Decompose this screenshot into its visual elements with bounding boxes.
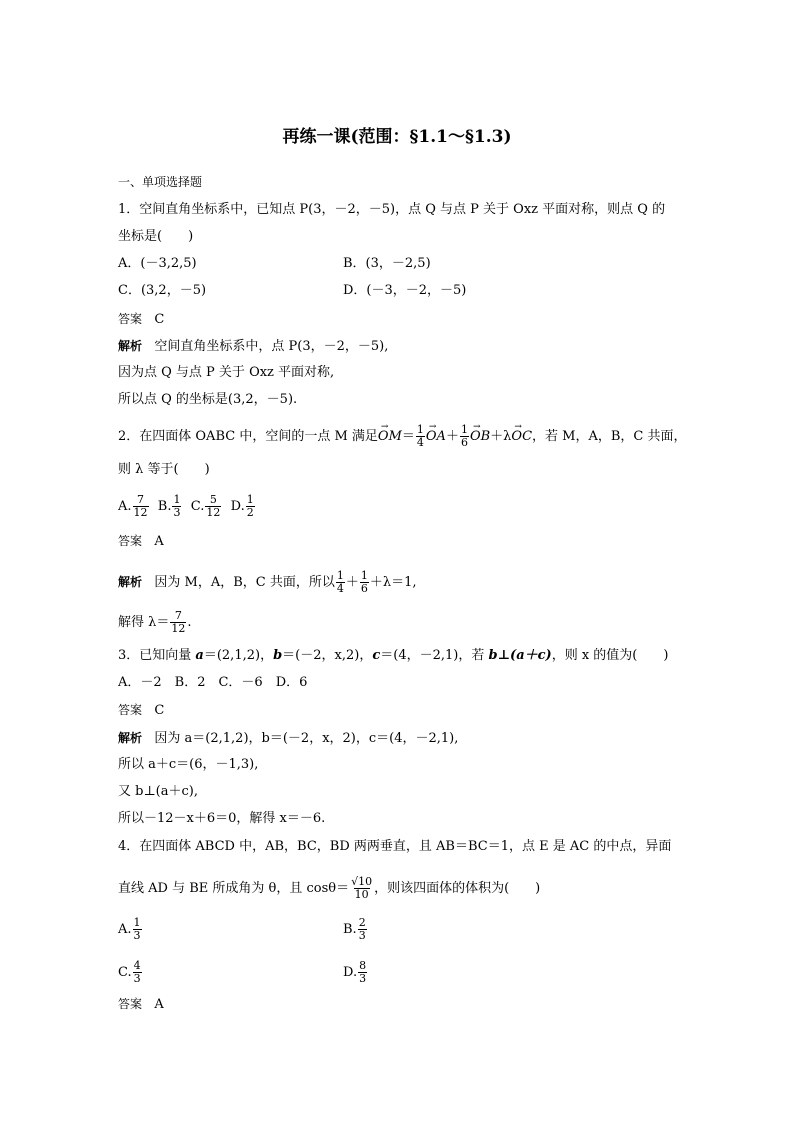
q2-analysis-plus: ＋ <box>345 575 359 590</box>
fraction-7-12: $\frac{7}{12}$ <box>171 609 186 635</box>
vector-ob: → OB <box>470 429 490 445</box>
q1-stem-line2: 坐标是( ) <box>118 229 194 244</box>
q3-stem <box>118 648 668 664</box>
q4-answer <box>118 996 164 1013</box>
q2-option-b-label: B. <box>157 499 172 514</box>
q2-options <box>118 494 256 519</box>
q2-analysis-line2 <box>118 610 192 635</box>
vector-a: a <box>195 648 204 663</box>
q2-answer-value: A <box>154 534 164 549</box>
q1-analysis-line3: 所以点 Q 的坐标是(3,2，－5). <box>118 392 298 407</box>
q4-option-b <box>343 917 368 942</box>
q4-option-c <box>118 960 143 985</box>
analysis-label: 解析 <box>118 731 143 745</box>
q4-option-c-fraction: $\frac{4}{3}$ <box>133 959 141 985</box>
q4-option-a <box>118 917 143 942</box>
vector-b: b <box>273 648 283 663</box>
q2-option-d-fraction: $\frac{1}{2}$ <box>246 493 254 519</box>
vector-c: c <box>372 648 381 663</box>
q2-option-c-label: C. <box>190 499 205 514</box>
vector-oc: → OC <box>511 429 532 445</box>
fraction-1-6: $\frac{1}{6}$ <box>360 569 368 595</box>
q1-analysis-line2: 因为点 Q 与点 P 关于 Oxz 平面对称, <box>118 365 335 380</box>
q4-option-a-label: A. <box>118 922 132 937</box>
analysis-label: 解析 <box>118 339 143 353</box>
answer-label: 答案 <box>118 997 143 1011</box>
q2-option-a-fraction: $\frac{7}{12}$ <box>133 493 148 519</box>
q3-analysis-text1: 因为 a＝(2,1,2)，b＝(－2，x，2)，c＝(4，－2,1), <box>154 731 459 746</box>
q4-answer-value: A <box>154 997 164 1012</box>
fraction-1-4: $\frac{1}{4}$ <box>336 569 344 595</box>
q4-option-c-label: C. <box>118 965 132 980</box>
q2-stem-pre: 2．在四面体 OABC 中，空间的一点 M 满足 <box>118 429 378 444</box>
q3-stem-a: 3．已知向量 <box>118 648 196 663</box>
q2-answer <box>118 533 164 550</box>
vector-om: → OM <box>378 429 402 445</box>
q2-option-a-label: A. <box>118 499 132 514</box>
q2-stem-post: ，若 M，A，B，C 共面， <box>532 429 687 444</box>
q3-stem-e: ，则 x 的值为( ) <box>551 648 669 663</box>
q4-option-d-fraction: $\frac{8}{3}$ <box>359 959 367 985</box>
q3-options: A．－2 B．2 C．－6 D．6 <box>118 675 308 690</box>
q2-plus: ＋ <box>445 429 459 444</box>
section-heading: 一、单项选择题 <box>118 175 203 189</box>
q3-analysis-line4: 所以－12－x＋6＝0，解得 x＝－6. <box>118 811 326 826</box>
analysis-label: 解析 <box>118 575 143 589</box>
q2-plus-lambda: ＋λ <box>490 429 512 444</box>
q2-analysis-post: ＋λ＝1, <box>369 575 417 590</box>
q4-option-b-label: B. <box>343 922 357 937</box>
q4-option-d <box>343 960 368 985</box>
q1-answer <box>118 311 164 328</box>
q3-analysis-line3: 又 b⊥(a＋c), <box>118 784 198 799</box>
q3-perp-condition: b⊥(a＋c) <box>488 648 552 663</box>
q1-option-d: D．(－3，－2，－5) <box>343 283 467 298</box>
q3-stem-d: ＝(4，－2,1)，若 <box>380 648 489 663</box>
q2-stem-line1 <box>118 424 687 449</box>
q2-option-b-fraction: $\frac{1}{3}$ <box>173 493 181 519</box>
q4-stem-line1: 4．在四面体 ABCD 中，AB，BC，BD 两两垂直，且 AB＝BC＝1，点 E 是 AC 的中点，异面 <box>118 839 672 854</box>
q1-stem-line1: 1．空间直角坐标系中，已知点 P(3，－2，－5)，点 Q 与点 P 关于 Oxz 平面对称，则点 Q 的 <box>118 202 666 217</box>
q3-analysis-line2: 所以 a＋c＝(6，－1,3), <box>118 757 259 772</box>
q1-answer-value: C <box>154 312 165 327</box>
q1-option-a: A．(－3,2,5) <box>118 256 197 271</box>
q4-option-b-fraction: $\frac{2}{3}$ <box>358 916 366 942</box>
vector-oa: → OA <box>426 429 446 445</box>
q2-eq: ＝ <box>401 429 415 444</box>
q1-option-b: B．(3，－2,5) <box>343 256 431 271</box>
q2-solve-pre: 解得 λ＝ <box>118 615 170 630</box>
q3-analysis-line1 <box>118 730 458 747</box>
q3-answer-value: C <box>154 703 165 718</box>
q1-analysis-text1: 空间直角坐标系中，点 P(3，－2，－5), <box>154 339 389 354</box>
q1-option-c: C．(3,2，－5) <box>118 283 207 298</box>
q2-stem-line2: 则 λ 等于( ) <box>118 462 210 477</box>
q3-answer <box>118 702 164 719</box>
q2-option-d-label: D. <box>230 499 245 514</box>
q4-stem2-post: ，则该四面体的体积为( ) <box>374 881 541 896</box>
q2-solve-post: . <box>187 615 192 630</box>
q4-stem2-pre: 直线 AD 与 BE 所成角为 θ，且 cosθ＝ <box>118 881 350 896</box>
page-title: 再练一课(范围：§1.1～§1.3) <box>282 127 512 147</box>
fraction-1-4: $\frac{1}{4}$ <box>416 423 424 449</box>
q3-stem-c: ＝(－2，x,2)， <box>282 648 373 663</box>
answer-label: 答案 <box>118 534 143 548</box>
q4-option-a-fraction: $\frac{1}{3}$ <box>133 916 141 942</box>
fraction-1-6: $\frac{1}{6}$ <box>460 423 468 449</box>
q2-analysis-line1 <box>118 570 417 595</box>
q1-analysis-line1 <box>118 338 388 355</box>
q2-analysis-pre: 因为 M，A，B，C 共面，所以 <box>154 575 335 590</box>
answer-label: 答案 <box>118 312 143 326</box>
q4-option-d-label: D. <box>343 965 358 980</box>
q4-stem-line2 <box>118 876 540 901</box>
answer-label: 答案 <box>118 703 143 717</box>
fraction-sqrt10-10: $\frac{√10}{10}$ <box>351 875 373 901</box>
q3-stem-b: ＝(2,1,2)， <box>203 648 274 663</box>
q2-option-c-fraction: $\frac{5}{12}$ <box>206 493 221 519</box>
